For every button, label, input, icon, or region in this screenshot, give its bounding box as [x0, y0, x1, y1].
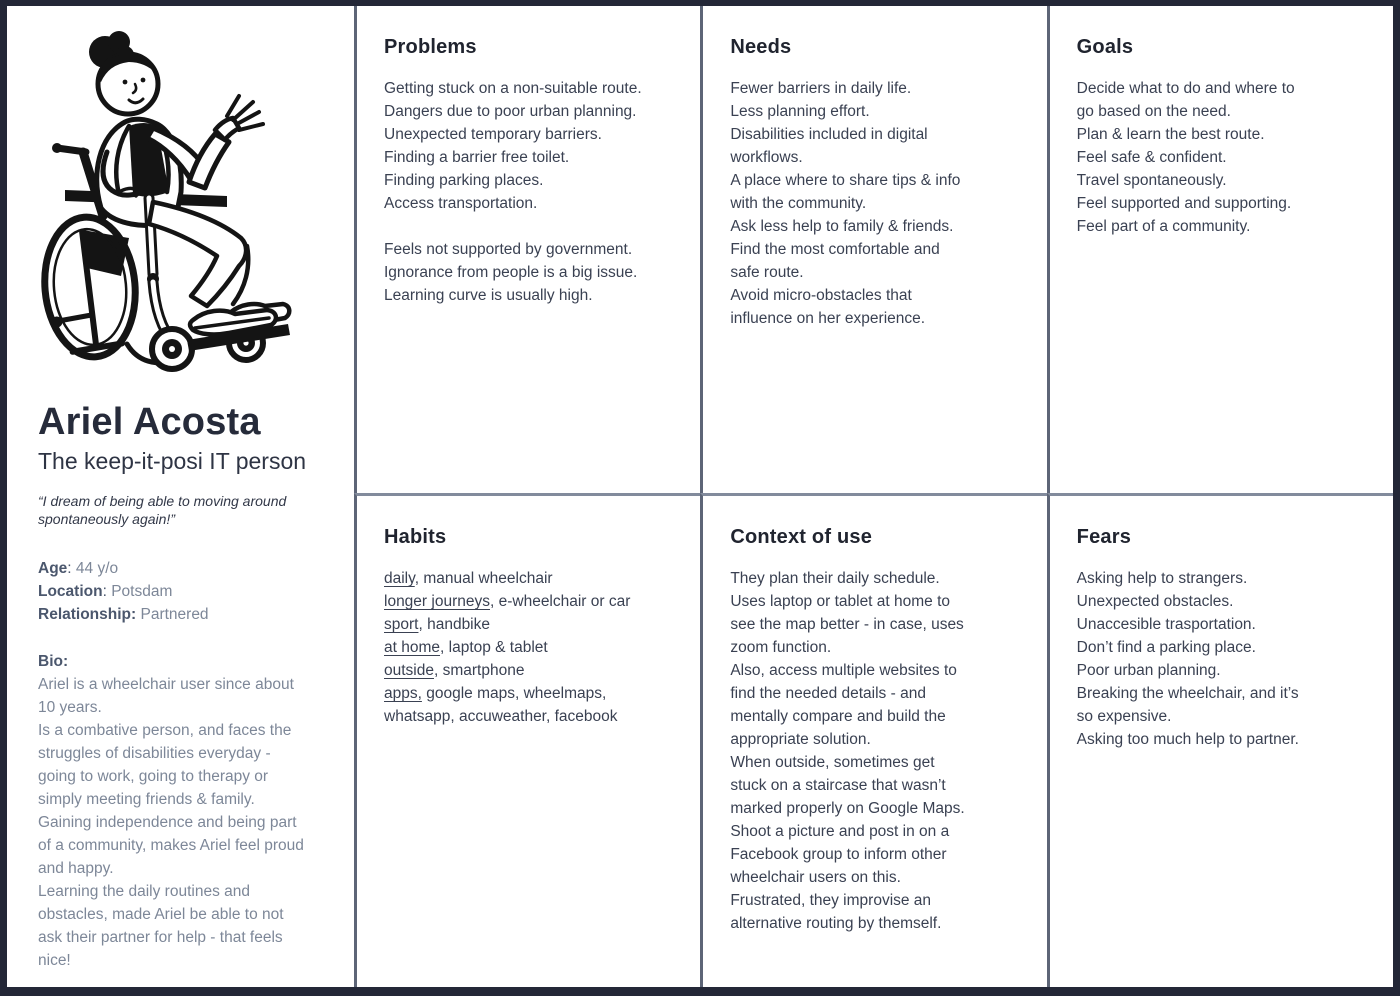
needs-line: safe route. [730, 264, 804, 281]
needs-line: Fewer barriers in daily life. [730, 80, 912, 97]
quote-line: spontaneously again!” [38, 511, 175, 527]
term-description: , smartphone [433, 662, 525, 679]
problems-line: Getting stuck on a non-suitable route. [384, 80, 642, 97]
panel-fears [1047, 493, 1393, 987]
context-line: marked properly on Google Maps. [730, 800, 965, 817]
persona-quote [38, 492, 328, 528]
problems-line: Access transportation. [384, 195, 538, 212]
habits-line [384, 705, 680, 728]
habits-line [384, 682, 680, 705]
attribute-location [38, 580, 336, 603]
wheelchair-person-illustration [40, 24, 310, 376]
attribute-separator: : [102, 583, 112, 600]
panel-problems-title: Problems [384, 36, 477, 58]
fears-line: Don’t find a parking place. [1076, 639, 1256, 656]
fears-line: Asking too much help to partner. [1076, 731, 1299, 748]
panel-needs [700, 6, 1046, 493]
needs-line: A place where to share tips & info [730, 172, 961, 189]
term-description: , laptop & tablet [440, 639, 548, 656]
bio-line: and happy. [38, 860, 114, 877]
problems-line: Dangers due to poor urban planning. [384, 103, 637, 120]
context-line: Also, access multiple websites to [730, 662, 957, 679]
panel-habits-title: Habits [384, 526, 447, 548]
attribute-age [38, 557, 336, 580]
context-line: Shoot a picture and post in on a [730, 823, 950, 840]
problems-line: Unexpected temporary barriers. [384, 126, 602, 143]
context-line: Frustrated, they improvise an [730, 892, 932, 909]
needs-line: Less planning effort. [730, 103, 870, 120]
fears-line: Unaccesible trasportation. [1076, 616, 1256, 633]
problems-line: Ignorance from people is a big issue. [384, 264, 638, 281]
underlined-term: sport [384, 616, 419, 633]
panel-goals-title: Goals [1076, 36, 1134, 58]
context-line: find the needed details - and [730, 685, 926, 702]
panel-context-of-use-body [730, 567, 1026, 935]
bio-line: going to work, going to therapy or [38, 768, 269, 785]
panel-problems-body [384, 77, 680, 307]
context-line: stuck on a staircase that wasn’t [730, 777, 946, 794]
persona-bio [38, 650, 336, 972]
bio-line: Ariel is a wheelchair user since about [38, 676, 294, 693]
persona-tagline: The keep-it-posi IT person [38, 448, 307, 474]
context-line: mentally compare and build the [730, 708, 946, 725]
needs-line: influence on her experience. [730, 310, 926, 327]
panel-goals-body [1077, 77, 1373, 238]
underlined-term: daily [384, 570, 415, 587]
bio-line: of a community, makes Ariel feel proud [38, 837, 304, 854]
fears-line: Poor urban planning. [1076, 662, 1221, 679]
habits-line [384, 636, 680, 659]
goals-line: go based on the need. [1076, 103, 1231, 120]
attribute-value: Partnered [140, 606, 209, 623]
goals-line: Plan & learn the best route. [1076, 126, 1265, 143]
underlined-term: longer journeys [384, 593, 490, 610]
bio-line: nice! [38, 952, 71, 969]
term-description: , manual wheelchair [414, 570, 553, 587]
term-description: , e-wheelchair or car [489, 593, 631, 610]
panel-goals [1047, 6, 1393, 493]
sidebar [7, 6, 354, 987]
quote-line: “I dream of being able to moving around [38, 493, 287, 509]
fears-line: Breaking the wheelchair, and it’s [1076, 685, 1299, 702]
context-line: wheelchair users on this. [730, 869, 901, 886]
bio-line: ask their partner for help - that feels [38, 929, 283, 946]
persona-name: Ariel Acosta [38, 401, 261, 443]
panel-habits-body [384, 567, 680, 728]
context-line: When outside, sometimes get [730, 754, 935, 771]
fears-line: so expensive. [1076, 708, 1172, 725]
habits-line [384, 659, 680, 682]
attribute-value: 44 y/o [75, 560, 119, 577]
fears-line: Unexpected obstacles. [1076, 593, 1234, 610]
context-line: appropriate solution. [730, 731, 871, 748]
problems-line: Finding a barrier free toilet. [384, 149, 570, 166]
persona-card [7, 6, 1393, 987]
bio-line: struggles of disabilities everyday - [38, 745, 271, 762]
needs-line: Find the most comfortable and [730, 241, 940, 258]
attribute-label: Age [38, 560, 68, 577]
attribute-relationship [38, 603, 336, 626]
needs-line: Disabilities included in digital [730, 126, 928, 143]
problems-line: Feels not supported by government. [384, 241, 633, 258]
panel-problems [354, 6, 700, 493]
attribute-separator: : [67, 560, 76, 577]
problems-line [384, 215, 680, 238]
bio-label: Bio: [38, 653, 69, 670]
underlined-term: outside [384, 662, 434, 679]
persona-attributes [38, 557, 336, 626]
goals-line: Feel safe & confident. [1076, 149, 1227, 166]
context-line: They plan their daily schedule. [730, 570, 940, 587]
fears-line: Asking help to strangers. [1076, 570, 1248, 587]
goals-line: Feel supported and supporting. [1076, 195, 1292, 212]
underlined-term: at home [384, 639, 441, 656]
context-line: zoom function. [730, 639, 832, 656]
attribute-label: Relationship: [38, 606, 137, 623]
panel-fears-body [1077, 567, 1373, 751]
needs-line: Avoid micro-obstacles that [730, 287, 912, 304]
attribute-label: Location [38, 583, 103, 600]
problems-line: Finding parking places. [384, 172, 544, 189]
panel-context-of-use [700, 493, 1046, 987]
goals-line: Travel spontaneously. [1076, 172, 1227, 189]
term-description: google maps, wheelmaps, [421, 685, 607, 702]
panel-needs-body [730, 77, 1026, 330]
habits-line [384, 613, 680, 636]
bio-line: 10 years. [38, 699, 102, 716]
goals-line: Decide what to do and where to [1076, 80, 1295, 97]
attribute-value: Potsdam [111, 583, 173, 600]
panel-habits [354, 493, 700, 987]
needs-line: workflows. [730, 149, 803, 166]
term-description: whatsapp, accuweather, facebook [384, 708, 618, 725]
bio-line: Gaining independence and being part [38, 814, 297, 831]
needs-line: Ask less help to family & friends. [730, 218, 954, 235]
panel-context-of-use-title: Context of use [730, 526, 873, 548]
bio-line: obstacles, made Ariel be able to not [38, 906, 284, 923]
panel-fears-title: Fears [1076, 526, 1132, 548]
habits-line [384, 590, 680, 613]
context-line: Uses laptop or tablet at home to [730, 593, 951, 610]
underlined-term: apps, [384, 685, 422, 702]
panel-needs-title: Needs [730, 36, 792, 58]
bio-text [38, 673, 336, 972]
context-line: see the map better - in case, uses [730, 616, 964, 633]
context-line: Facebook group to inform other [730, 846, 947, 863]
bio-line: simply meeting friends & family. [38, 791, 255, 808]
context-line: alternative routing by themself. [730, 915, 942, 932]
needs-line: with the community. [730, 195, 867, 212]
term-description: , handbike [418, 616, 490, 633]
goals-line: Feel part of a community. [1076, 218, 1251, 235]
habits-line [384, 567, 680, 590]
bio-line: Is a combative person, and faces the [38, 722, 292, 739]
bio-line: Learning the daily routines and [38, 883, 250, 900]
problems-line: Learning curve is usually high. [384, 287, 593, 304]
